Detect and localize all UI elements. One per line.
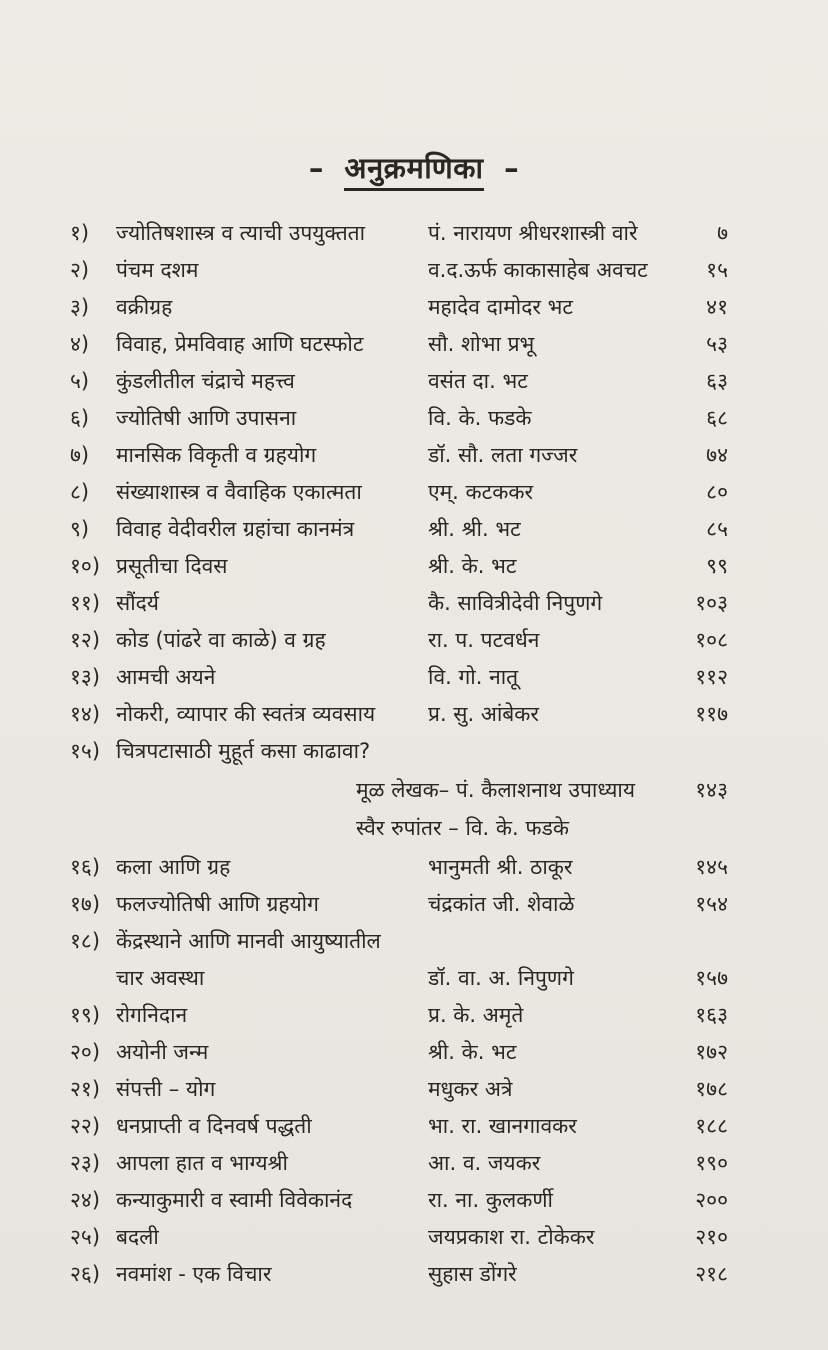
entry-page: १८८ [695, 1114, 728, 1138]
toc-entry [0, 326, 828, 362]
entry-number: ७) [70, 443, 90, 467]
entry-author: वसंत दा. भट [428, 369, 528, 393]
entry-number: १२) [70, 628, 101, 652]
entry-page: १५७ [695, 966, 728, 990]
entry-title-line2: चार अवस्था [116, 966, 205, 990]
entry-page: ११७ [695, 702, 728, 726]
entry-number: १५) [70, 739, 101, 763]
entry-title: कला आणि ग्रह [116, 855, 231, 879]
entry-number: ९) [70, 517, 90, 541]
page-heading [0, 150, 828, 191]
entry-number: २३) [70, 1151, 101, 1175]
toc-entry [0, 622, 828, 658]
entry-page: ६३ [706, 369, 728, 393]
entry-number: ८) [70, 480, 90, 504]
toc-entry [0, 289, 828, 325]
entry-number: ५) [70, 369, 90, 393]
toc-entry [0, 437, 828, 473]
heading-dash-right: – [504, 151, 520, 185]
toc-entry [0, 511, 828, 547]
entry-author: वि. गो. नातू [428, 665, 519, 689]
entry-page: ८५ [706, 517, 728, 541]
entry-author: रा. ना. कुलकर्णी [428, 1188, 553, 1212]
entry-number: १) [70, 221, 90, 245]
entry-author: सौ. शोभा प्रभू [428, 332, 535, 356]
entry-page: ७४ [706, 443, 728, 467]
entry-number: २) [70, 258, 90, 282]
entry-title: कन्याकुमारी व स्वामी विवेकानंद [116, 1188, 353, 1212]
entry-title: पंचम दशम [116, 258, 199, 282]
toc-entry [0, 696, 828, 732]
toc-entry-15-original-author [0, 772, 828, 808]
entry-number: ६) [70, 406, 90, 430]
toc-entry [0, 1182, 828, 1218]
entry-author: डॉ. वा. अ. निपुणगे [428, 966, 574, 990]
toc-entry [0, 252, 828, 288]
entry-author: चंद्रकांत जी. शेवाळे [428, 892, 575, 916]
toc-entry [0, 849, 828, 885]
entry-author: श्री. के. भट [428, 1040, 517, 1064]
toc-entry [0, 1108, 828, 1144]
entry-page: १०८ [695, 628, 728, 652]
entry-author: पं. नारायण श्रीधरशास्त्री वारे [428, 221, 638, 245]
entry-number: १९) [70, 1003, 101, 1027]
entry-title: धनप्राप्ती व दिनवर्ष पद्धती [116, 1114, 312, 1138]
entry-title: संपत्ती – योग [116, 1077, 216, 1101]
entry-page: १७८ [695, 1077, 728, 1101]
entry-title: कोड (पांढरे वा काळे) व ग्रह [116, 628, 326, 652]
toc-entry [0, 215, 828, 251]
entry-page: १५४ [695, 892, 728, 916]
toc-entry-15-adaptation [0, 810, 828, 846]
entry-author: भा. रा. खानगावकर [428, 1114, 577, 1138]
entry-title: ज्योतिषी आणि उपासना [116, 406, 297, 430]
entry-number: ११) [70, 591, 101, 615]
toc-entry [0, 1256, 828, 1292]
toc-entry [0, 400, 828, 436]
entry-number: २५) [70, 1225, 101, 1249]
entry-number: १०) [70, 554, 101, 578]
entry-author: प्र. सु. आंबेकर [428, 702, 540, 726]
entry-author: प्र. के. अमृते [428, 1003, 524, 1027]
entry-page: २०० [695, 1188, 728, 1212]
toc-entry [0, 659, 828, 695]
entry-page: २१८ [695, 1262, 728, 1286]
toc-entry [0, 1219, 828, 1255]
entry-author: भानुमती श्री. ठाकूर [428, 855, 573, 879]
entry-title: बदली [116, 1225, 159, 1249]
toc-entry [0, 1071, 828, 1107]
heading-dash-left: – [308, 151, 324, 185]
entry-title: अयोनी जन्म [116, 1040, 209, 1064]
entry-page: ७ [717, 221, 728, 245]
entry-author: वि. के. फडके [428, 406, 532, 430]
entry-title: मानसिक विकृती व ग्रहयोग [116, 443, 317, 467]
entry-author: सुहास डोंगरे [428, 1262, 517, 1286]
entry-author: डॉ. सौ. लता गज्जर [428, 443, 578, 467]
entry-title: आमची अयने [116, 665, 216, 689]
entry-author: महादेव दामोदर भट [428, 295, 573, 319]
entry-adaptation-credit: स्वैर रुपांतर – वि. के. फडके [356, 816, 569, 840]
entry-page: ४१ [706, 295, 728, 319]
toc-entry [0, 548, 828, 584]
entry-page: १४५ [695, 855, 728, 879]
toc-entry [0, 1145, 828, 1181]
entry-number: १६) [70, 855, 101, 879]
toc-entry-15 [0, 733, 828, 769]
entry-original-author: मूळ लेखक– पं. कैलाशनाथ उपाध्याय [356, 778, 636, 802]
entry-page: ९९ [706, 554, 728, 578]
entry-number: २६) [70, 1262, 101, 1286]
toc-entry [0, 1034, 828, 1070]
entry-title: विवाह वेदीवरील ग्रहांचा कानमंत्र [116, 517, 355, 541]
entry-page: १९० [695, 1151, 728, 1175]
entry-title: नवमांश - एक विचार [116, 1262, 272, 1286]
entry-number: १८) [70, 929, 101, 953]
entry-author: कै. सावित्रीदेवी निपुणगे [428, 591, 603, 615]
entry-page: ६८ [706, 406, 728, 430]
toc-entry-18 [0, 923, 828, 959]
entry-title: सौंदर्य [116, 591, 159, 615]
entry-page: १५ [706, 258, 728, 282]
entry-title: वक्रीग्रह [116, 295, 173, 319]
entry-author: मधुकर अत्रे [428, 1077, 513, 1101]
entry-title: फलज्योतिषी आणि ग्रहयोग [116, 892, 319, 916]
entry-author: आ. व. जयकर [428, 1151, 541, 1175]
entry-number: ४) [70, 332, 90, 356]
entry-title: नोकरी, व्यापार की स्वतंत्र व्यवसाय [116, 702, 376, 726]
entry-number: १३) [70, 665, 101, 689]
entry-title: आपला हात व भाग्यश्री [116, 1151, 288, 1175]
entry-number: ३) [70, 295, 90, 319]
entry-title: कुंडलीतील चंद्राचे महत्त्व [116, 369, 295, 393]
entry-author: जयप्रकाश रा. टोकेकर [428, 1225, 595, 1249]
entry-author: श्री. श्री. भट [428, 517, 521, 541]
entry-page: १६३ [695, 1003, 728, 1027]
entry-page: १४३ [695, 778, 728, 802]
entry-page: १०३ [695, 591, 728, 615]
entry-page: १७२ [695, 1040, 728, 1064]
entry-page: ८० [706, 480, 728, 504]
entry-author: एम्. कटककर [428, 480, 534, 504]
toc-entry [0, 474, 828, 510]
entry-page: ५३ [706, 332, 728, 356]
entry-number: १४) [70, 702, 101, 726]
entry-title-line1: केंद्रस्थाने आणि मानवी आयुष्यातील [116, 929, 381, 953]
entry-title: चित्रपटासाठी मुहूर्त कसा काढावा? [116, 739, 371, 763]
entry-number: २१) [70, 1077, 101, 1101]
entry-title: रोगनिदान [116, 1003, 188, 1027]
entry-title: प्रसूतीचा दिवस [116, 554, 228, 578]
page-title: अनुक्रमणिका [344, 150, 483, 191]
entry-title: संख्याशास्त्र व वैवाहिक एकात्मता [116, 480, 362, 504]
toc-entry [0, 886, 828, 922]
entry-author: श्री. के. भट [428, 554, 517, 578]
entry-number: १७) [70, 892, 101, 916]
toc-entry-18-continued [0, 960, 828, 996]
toc-entry [0, 997, 828, 1033]
entry-page: २१० [695, 1225, 728, 1249]
entry-author: व.द.ऊर्फ काकासाहेब अवचट [428, 258, 648, 282]
toc-entry [0, 363, 828, 399]
entry-title: विवाह, प्रेमविवाह आणि घटस्फोट [116, 332, 364, 356]
entry-number: २२) [70, 1114, 101, 1138]
entry-page: ११२ [695, 665, 728, 689]
entry-number: २४) [70, 1188, 101, 1212]
entry-title: ज्योतिषशास्त्र व त्याची उपयुक्तता [116, 221, 366, 245]
entry-author: रा. प. पटवर्धन [428, 628, 540, 652]
toc-entry [0, 585, 828, 621]
entry-number: २०) [70, 1040, 101, 1064]
